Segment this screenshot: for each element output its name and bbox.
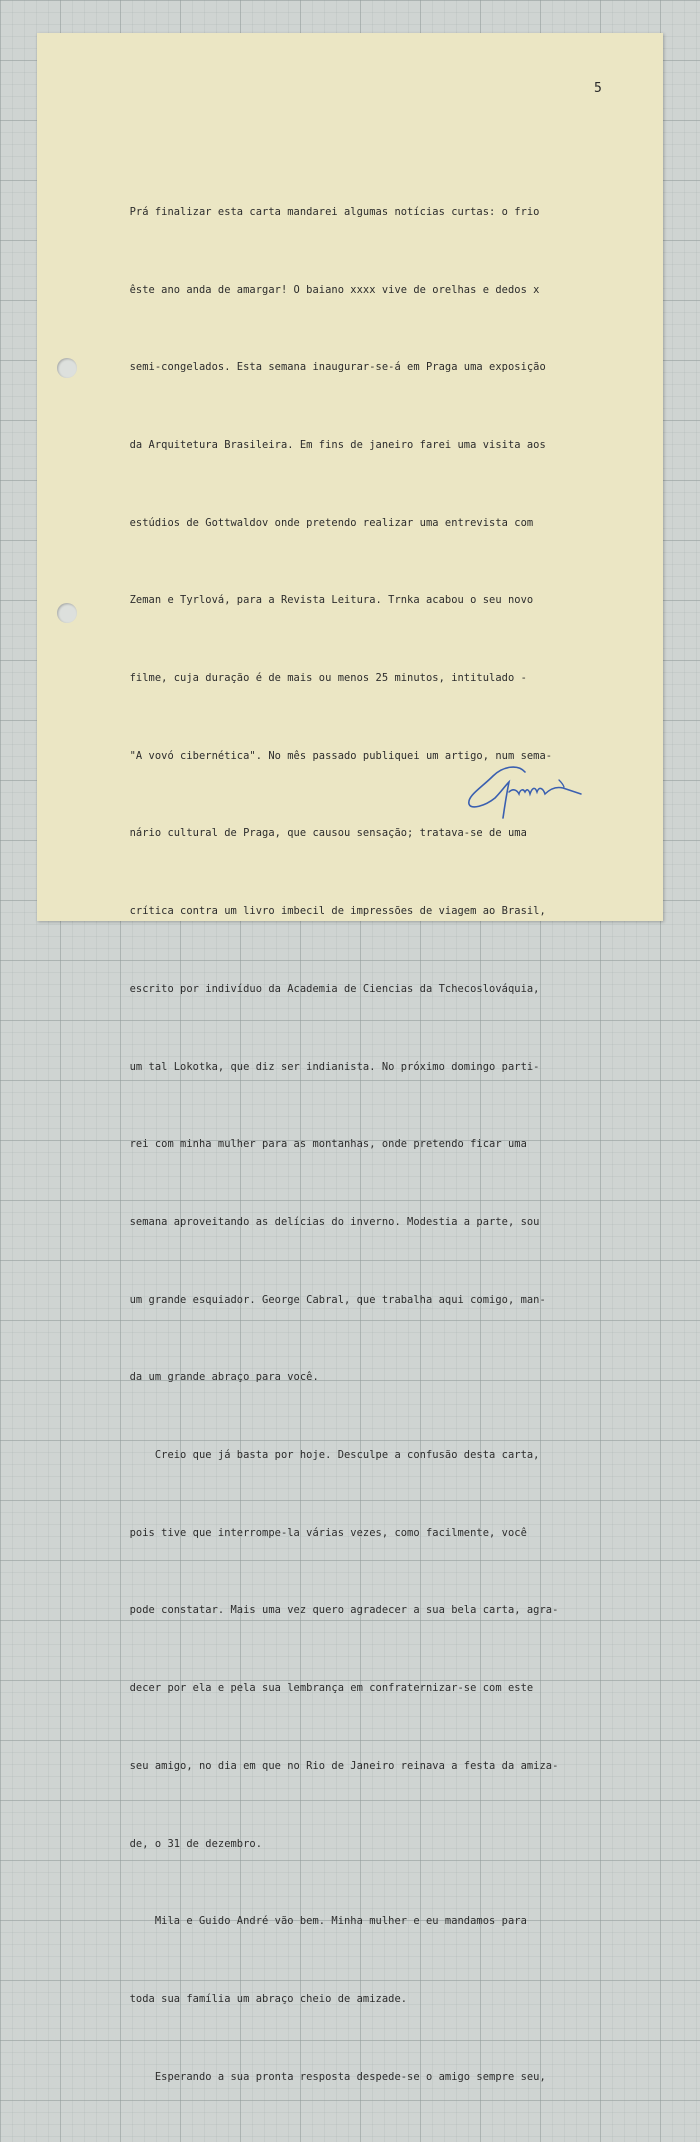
text-line: Prá finalizar esta carta mandarei algumas notícias curtas: o frio [117, 205, 540, 218]
punch-hole [57, 358, 77, 378]
text-line: seu amigo, no dia em que no Rio de Janeiro reinava a festa da amiza- [117, 1759, 559, 1772]
text-line: semi-congelados. Esta semana inaugurar-se-á em Praga uma exposição [117, 361, 546, 374]
text-line: um grande esquiador. George Cabral, que trabalha aqui comigo, man- [117, 1293, 546, 1306]
text-line: de, o 31 de dezembro. [117, 1837, 263, 1850]
text-line: filme, cuja duração é de mais ou menos 25 minutos, intitulado - [117, 672, 527, 685]
text-line: semana aproveitando as delícias do inverno. Modestia a parte, sou [117, 1215, 540, 1228]
text-line: toda sua família um abraço cheio de amizade. [117, 1992, 408, 2005]
text-line: êste ano anda de amargar! O baiano xxxx vive de orelhas e dedos x [117, 283, 540, 296]
text-line: Mila e Guido André vão bem. Minha mulher e eu mandamos para [117, 1915, 527, 1928]
text-line: crítica contra um livro imbecil de impressões de viagem ao Brasil, [117, 905, 546, 918]
letter-body [117, 148, 637, 2142]
handwritten-signature [463, 760, 593, 830]
text-line: da um grande abraço para você. [117, 1371, 319, 1384]
text-line: um tal Lokotka, que diz ser indianista. No próximo domingo parti- [117, 1060, 540, 1073]
text-line: pode constatar. Mais uma vez quero agradecer a sua bela carta, agra- [117, 1604, 559, 1617]
text-line: Zeman e Tyrlová, para a Revista Leitura. Trnka acabou o seu novo [117, 594, 534, 607]
text-line: estúdios de Gottwaldov onde pretendo realizar uma entrevista com [117, 516, 534, 529]
text-line: da Arquitetura Brasileira. Em fins de janeiro farei uma visita aos [117, 438, 546, 451]
text-line: Creio que já basta por hoje. Desculpe a confusão desta carta, [117, 1449, 540, 1462]
text-line: rei com minha mulher para as montanhas, onde pretendo ficar uma [117, 1138, 527, 1151]
text-line: escrito por indivíduo da Academia de Ciencias da Tchecoslováquia, [117, 982, 540, 995]
text-line: decer por ela e pela sua lembrança em confraternizar-se com este [117, 1682, 534, 1695]
text-line: pois tive que interrompe-la várias vezes, como facilmente, você [117, 1526, 527, 1539]
punch-hole [57, 603, 77, 623]
page-number: 5 [594, 81, 602, 96]
text-line: Esperando a sua pronta resposta despede-se o amigo sempre seu, [117, 2070, 546, 2083]
text-line: "A vovó cibernética". No mês passado publiquei um artigo, num sema- [117, 749, 553, 762]
text-line: nário cultural de Praga, que causou sensação; tratava-se de uma [117, 827, 527, 840]
